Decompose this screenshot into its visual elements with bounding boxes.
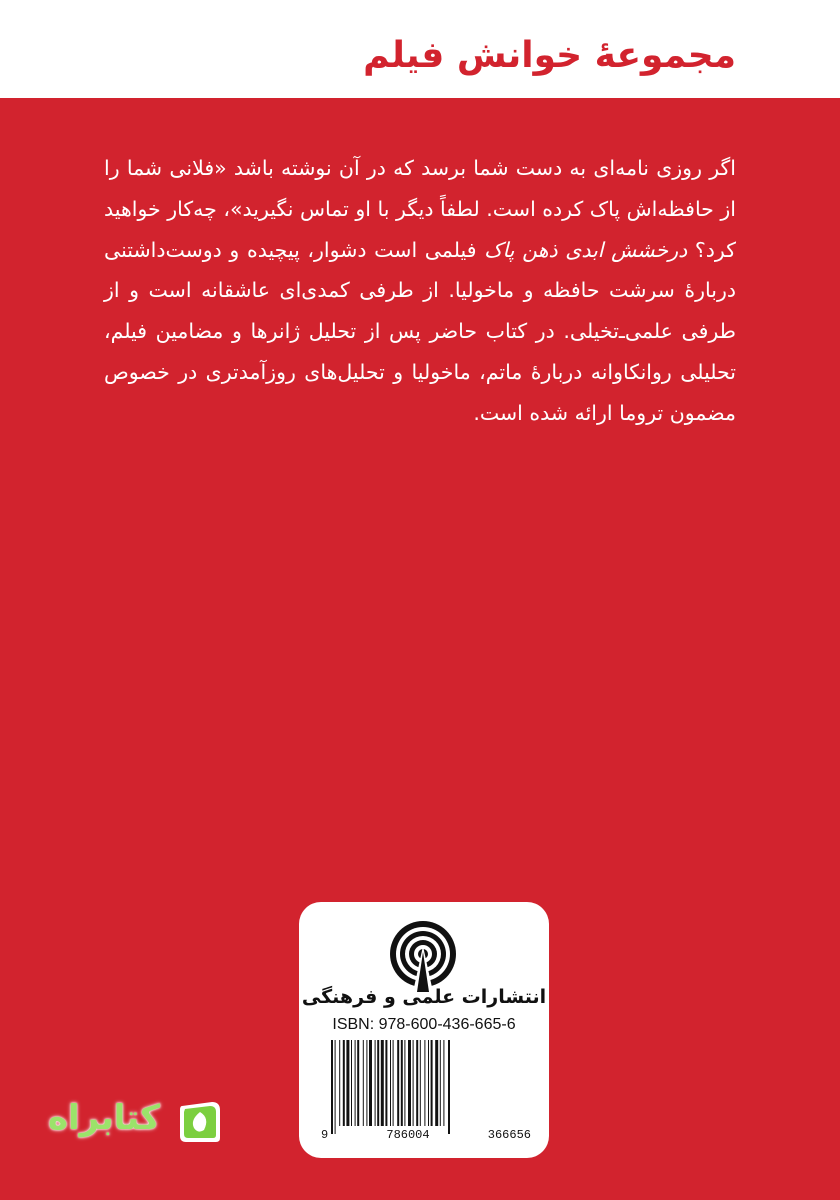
barcode-bar [335,1040,336,1134]
barcode-bar [443,1040,444,1126]
barcode-bar [375,1040,376,1126]
barcode-bar [357,1040,359,1126]
barcode-bar [339,1040,340,1126]
barcode-bar [424,1040,425,1126]
barcode-bar [404,1040,405,1126]
blurb-line: اگر روزی نامه‌ای به دست شما برسد که در آن نوشته [281,156,736,180]
barcode-bar [420,1040,421,1126]
barcode-bar [393,1040,394,1126]
barcode-bar [346,1040,349,1126]
blurb-line: باشد «فلانی شما را از حافظه‌اش پاک کرده است. [104,156,736,221]
ketabrah-watermark [38,1088,218,1158]
barcode-bar [369,1040,372,1126]
barcode-bar [440,1040,441,1126]
barcode [327,1040,525,1134]
barcode-digit-group: 786004 [386,1128,430,1142]
watermark-text: کتابراه [47,1098,160,1138]
barcode-bar [381,1040,384,1126]
back-cover-blurb [104,148,736,434]
blurb-paragraph [104,148,736,434]
publisher-card [299,902,549,1158]
series-title: مجموعهٔ خوانش فیلم [363,35,736,76]
blurb-line: لطفاً دیگر با او تماس نگیرید»، چه‌کار خواهید کرد؟ [104,196,736,262]
barcode-bar [390,1040,391,1126]
barcode-bar [435,1040,438,1126]
film-title: درخشش ابدی ذهن پاک [484,237,688,262]
publisher-name: انتشارات علمی و فرهنگی [301,986,547,1008]
leaf-book-icon [176,1098,224,1146]
blurb-line: فیلمی است دشوار، پیچیده و دوست‌داشتنی دربارهٔ سرشت حافظه و ماخولیا. از طرفی کمدی‌ای عاشقانه است و از طرفی علمی‌ـ‌تخیلی. در کتاب حاضر پس از تحلیل ژانرها و مضامین فیلم، تحلیلی روانکاوانه دربارهٔ ماتم، ماخولیا و تحلیل‌های روزآمدتری در خصوص مضمون تروما ارائه شده است. [104,237,736,425]
barcode-digit-group: 366656 [487,1128,531,1142]
barcode-bar [448,1040,450,1134]
barcode-digit-group: 9 [321,1128,329,1142]
barcode-bar [377,1040,379,1126]
isbn-number: ISBN: 978-600-436-665-6 [332,1016,516,1033]
barcode-bar [363,1040,364,1126]
barcode-bar [397,1040,399,1126]
barcode-bar [351,1040,352,1126]
barcode-bar [331,1040,333,1134]
barcode-bar [355,1040,356,1126]
barcode-bar [385,1040,387,1126]
radio-tower-emblem-icon [383,916,463,996]
barcode-bar [416,1040,418,1126]
barcode-bar [401,1040,403,1126]
barcode-digits [321,1128,531,1142]
barcode-bar [428,1040,429,1126]
barcode-bar [366,1040,367,1126]
barcode-bar [343,1040,345,1126]
barcode-bar [431,1040,433,1126]
barcode-bar [413,1040,414,1126]
barcode-bar [408,1040,411,1126]
